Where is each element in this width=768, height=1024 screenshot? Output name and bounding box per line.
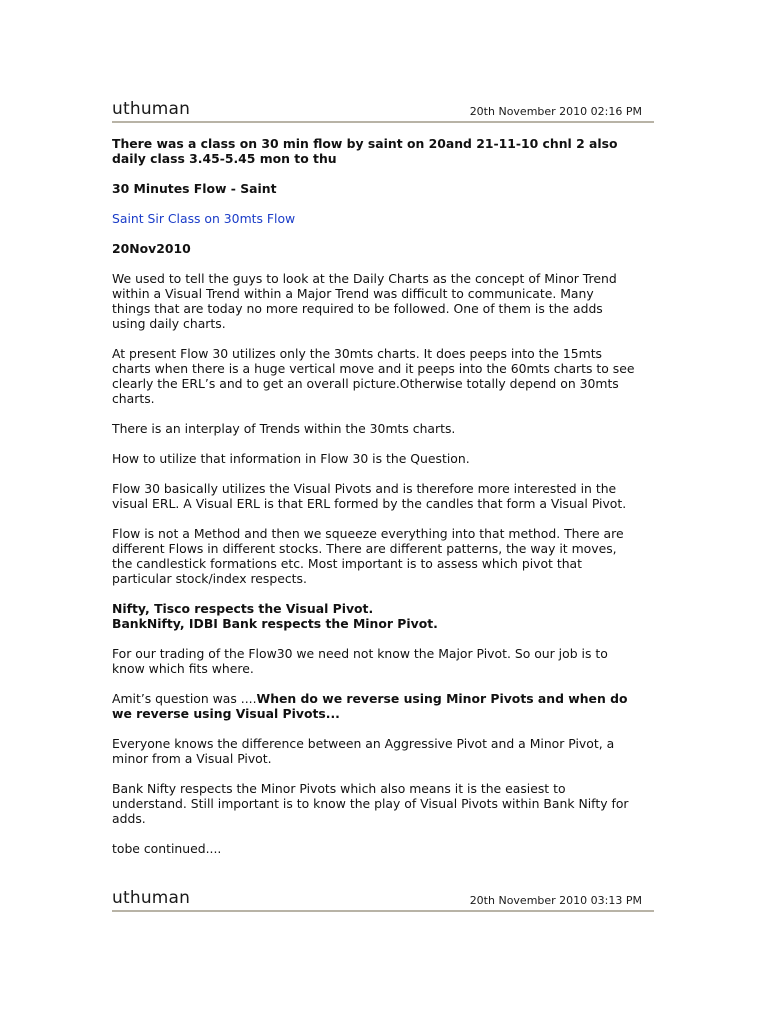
date-heading: 20Nov2010 [112,241,191,256]
intro-text: There was a class on 30 min flow by saint on 20and 21-11-10 chnl 2 also daily class 3.45-5.45 mon to thu [112,136,618,166]
paragraph-aggressive-pivot: Everyone knows the difference between an Aggressive Pivot and a Minor Pivot, a minor from a Visual Pivot. [112,736,615,766]
paragraph-daily-charts: We used to tell the guys to look at the Daily Charts as the concept of Minor Trend within a Visual Trend within a Major Trend was difficult to communicate. Many things that are today no more required to be followed. One of them is the adds using daily charts. [112,271,617,331]
post-body [112,136,654,871]
paragraph-flow-method: Flow is not a Method and then we squeeze everything into that method. There are different Flows in different stocks. There are different patterns, the way it moves, the candlestick formations etc. Most important is to assess which pivot that particular stock/index respects. [112,526,624,586]
paragraph-flow-30: At present Flow 30 utilizes only the 30mts charts. It does peeps into the 15mts charts when there is a huge vertical move and it peeps into the 60mts charts to see clearly the ERL’s and to get an overall picture.Otherwise totally depend on 30mts charts. [112,346,635,406]
closing-text: tobe continued.... [112,841,222,856]
paragraph-interplay: There is an interplay of Trends within the 30mts charts. [112,421,456,436]
post-header [112,886,654,912]
paragraph-amit-question: Amit’s question was ....When do we reverse using Minor Pivots and when do we reverse using Visual Pivots... [112,691,628,721]
class-link-text[interactable]: Saint Sir Class on 30mts Flow [112,211,296,226]
post-author[interactable]: uthuman [112,888,191,908]
paragraph-visual-pivots: Flow 30 basically utilizes the Visual Pivots and is therefore more interested in the visual ERL. A Visual ERL is that ERL formed by the candles that form a Visual Pivot. [112,481,627,511]
pivot-respects: Nifty, Tisco respects the Visual Pivot. BankNifty, IDBI Bank respects the Minor Pivot. [112,601,438,631]
paragraph-question: How to utilize that information in Flow 30 is the Question. [112,451,470,466]
paragraph-major-pivot: For our trading of the Flow30 we need not know the Major Pivot. So our job is to know which fits where. [112,646,608,676]
post-timestamp: 20th November 2010 03:13 PM [469,894,642,907]
paragraph-bank-nifty: Bank Nifty respects the Minor Pivots which also means it is the easiest to understand. Still important is to know the play of Visual Pivots within Bank Nifty for adds. [112,781,629,826]
class-link[interactable] [112,211,654,226]
post-header [112,97,654,123]
post-timestamp: 20th November 2010 02:16 PM [469,105,642,118]
post-heading: 30 Minutes Flow - Saint [112,181,277,196]
post-author[interactable]: uthuman [112,99,191,119]
